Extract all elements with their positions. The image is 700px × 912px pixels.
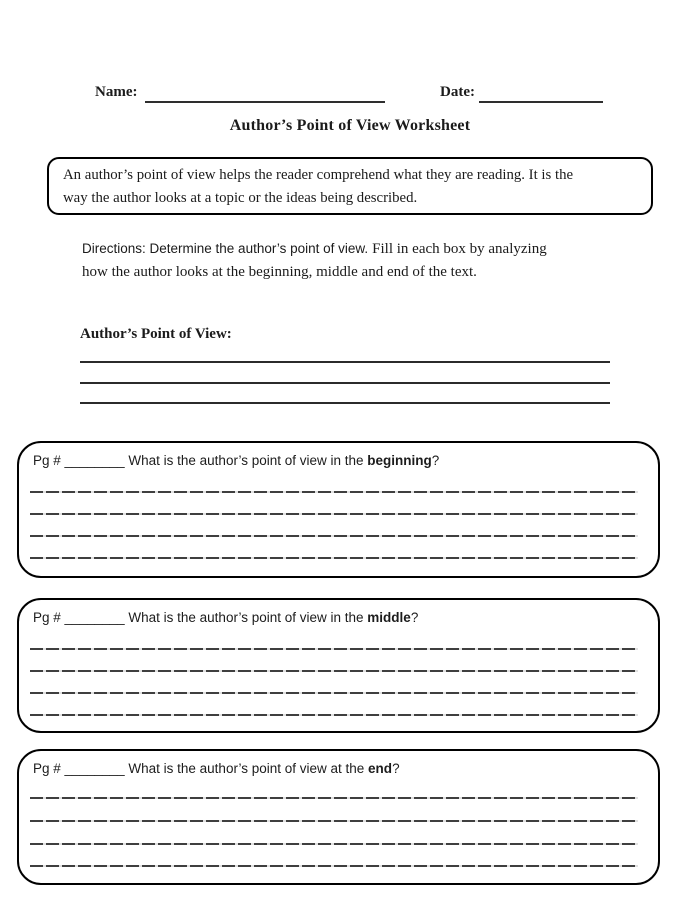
page-number-blank: ________ bbox=[64, 453, 125, 468]
writing-line bbox=[80, 361, 610, 363]
directions-rest: Fill in each box by analyzing bbox=[372, 241, 547, 257]
writing-line bbox=[30, 648, 638, 650]
writing-line bbox=[30, 513, 638, 515]
definition-text-line1: An author’s point of view helps the reader comprehend what they are reading. It is the bbox=[63, 167, 574, 183]
page-number-label: Pg # bbox=[33, 610, 61, 625]
question-box-middle bbox=[17, 598, 660, 733]
page-number-blank: ________ bbox=[64, 761, 125, 776]
question-keyword: end bbox=[368, 761, 393, 776]
question-punctuation: ? bbox=[410, 610, 419, 625]
question-text: What is the author’s point of view at the bbox=[128, 761, 365, 776]
writing-line bbox=[30, 820, 638, 822]
definition-text-line2: way the author looks at a topic or the ideas being described. bbox=[63, 190, 418, 206]
question-header bbox=[33, 610, 418, 625]
question-text: What is the author’s point of view in the bbox=[128, 453, 364, 468]
question-box-end bbox=[17, 749, 660, 885]
directions-line2: how the author looks at the beginning, middle and end of the text. bbox=[82, 264, 477, 280]
writing-line bbox=[30, 797, 638, 799]
page-title: Author’s Point of View Worksheet bbox=[229, 117, 471, 134]
question-text: What is the author’s point of view in the bbox=[128, 610, 364, 625]
writing-line bbox=[30, 865, 638, 867]
writing-line bbox=[30, 692, 638, 694]
writing-line bbox=[30, 670, 638, 672]
writing-line bbox=[30, 491, 638, 493]
directions-lead: Directions: Determine the author’s point of view. bbox=[82, 241, 369, 256]
page-number-label: Pg # bbox=[33, 453, 61, 468]
directions bbox=[82, 237, 547, 284]
question-keyword: middle bbox=[367, 610, 411, 625]
question-box-beginning bbox=[17, 441, 660, 578]
page-number-blank: ________ bbox=[64, 610, 125, 625]
directions-line1 bbox=[82, 237, 547, 261]
authors-pov-heading: Author’s Point of View: bbox=[80, 326, 232, 342]
writing-line bbox=[80, 402, 610, 404]
writing-line bbox=[30, 714, 638, 716]
question-punctuation: ? bbox=[392, 761, 400, 776]
question-punctuation: ? bbox=[431, 453, 440, 468]
question-header bbox=[33, 761, 400, 776]
writing-line bbox=[30, 843, 638, 845]
question-keyword: beginning bbox=[367, 453, 432, 468]
date-blank-line bbox=[479, 101, 603, 103]
question-header bbox=[33, 453, 439, 468]
name-label: Name: bbox=[95, 84, 138, 100]
definition-box bbox=[47, 157, 653, 215]
page-number-label: Pg # bbox=[33, 761, 61, 776]
writing-line bbox=[80, 382, 610, 384]
writing-line bbox=[30, 535, 638, 537]
writing-line bbox=[30, 557, 638, 559]
date-label: Date: bbox=[440, 84, 475, 100]
name-blank-line bbox=[145, 101, 385, 103]
